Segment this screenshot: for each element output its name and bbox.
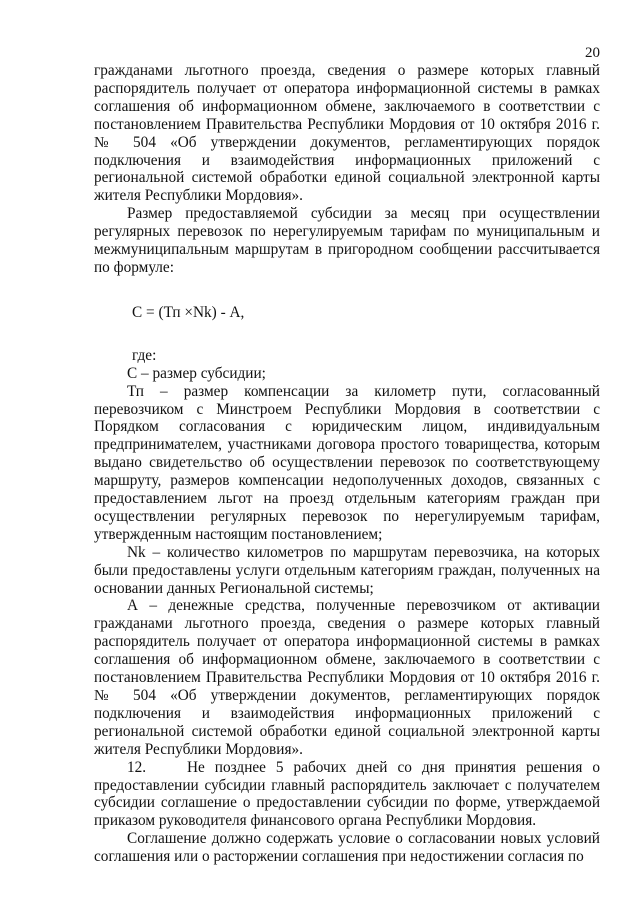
- paragraph-continuation: гражданами льготного проезда, сведения о размере которых главный распорядитель получает от оператора информационной системы в рамках соглашения об информационном обмене, заключаемого в соответствии с постановлением Правительства Республики Мордовия от 10 октября 2016 г. № 504 «Об утверждении документов, регламентирующих порядок подключения и взаимодействия информационных приложений с региональной системой обработки единой социальной электронной карты жителя Республики Мордовия».: [94, 62, 600, 205]
- paragraph-subsidy-size: Размер предоставляемой субсидии за месяц при осуществлении регулярных перевозок по нерегулируемым тарифам по муниципальным и межмуниципальным маршрутам в пригородном сообщении рассчитывается по формуле:: [94, 205, 600, 276]
- document-body: [94, 62, 600, 866]
- definition-a: А – денежные средства, полученные перевозчиком от активации гражданами льготного проезда, сведения о размере которых главный распорядитель получает от оператора информационной системы в рамках соглашения об информационном обмене, заключаемого в соответствии с постановлением Правительства Республики Мордовия от 10 октября 2016 г. № 504 «Об утверждении документов, регламентирующих порядок подключения и взаимодействия информационных приложений с региональной системой обработки единой социальной электронной карты жителя Республики Мордовия».: [94, 597, 600, 758]
- subsidy-formula: С = (Тп ×Nk) - А,: [132, 303, 245, 321]
- paragraph-agreement: Соглашение должно содержать условие о согласовании новых условий соглашения или о расторжении соглашения при недостижении согласия по: [94, 830, 600, 866]
- formula-where-label: где:: [132, 346, 157, 364]
- definition-c: С – размер субсидии;: [127, 364, 266, 382]
- page-number: 20: [585, 45, 600, 61]
- item-12-text: Не позднее 5 рабочих дней со дня принятия решения о предоставлении субсидии главный распорядитель заключает с получателем субсидии соглашение о предоставлении субсидии по форме, утверждаемой приказом руководителя финансового органа Республики Мордовия.: [94, 758, 600, 830]
- item-12: [94, 759, 600, 831]
- document-page: [94, 0, 600, 905]
- definition-tn: Тп – размер компенсации за километр пути, согласованный перевозчиком с Минстроем Республики Мордовия в соответствии с Порядком согласования с юридическим лицом, индивидуальным предпринимателем, участниками договора простого товарищества, которым выдано свидетельство об осуществлении перевозок по соответствующему маршруту, размеров компенсации недополученных доходов, связанных с предоставлением льгот на проезд отдельным категориям граждан при осуществлении регулярных перевозок по нерегулируемым тарифам, утвержденным настоящим постановлением;: [94, 382, 600, 543]
- definition-nk: Nk – количество километров по маршрутам перевозчика, на которых были предоставлены услуги отдельным категориям граждан, полученных на основании данных Региональной системы;: [94, 543, 600, 597]
- item-12-number: 12.: [127, 758, 147, 776]
